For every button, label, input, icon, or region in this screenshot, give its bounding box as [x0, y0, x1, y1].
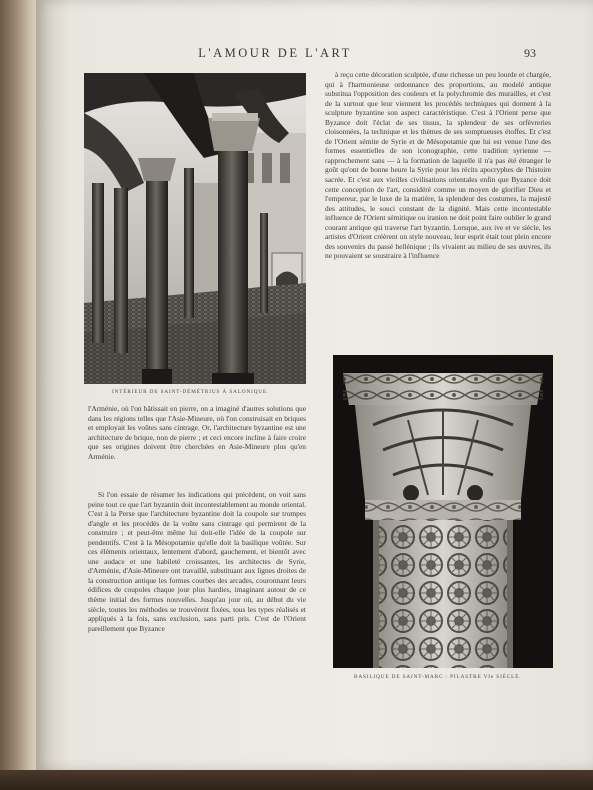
running-header: L'AMOUR DE L'ART	[198, 46, 352, 60]
photo-saint-demetrius-interior	[84, 73, 306, 384]
left-column-text-2	[88, 490, 306, 633]
paragraph: l'Arménie, où l'on bâtissait en pierre, on a imaginé d'autres solutions que dans les régions telles que l'Asie-Mineure, où l'on construisait en briques et employait les voûtes sans cintrage. Or, l'architecture byzantine est une architecture de brique, non de pierre ; et ceci encore incline à faire croire que ses origines doivent être cherchées en Asie-Mineure plus qu'en Arménie.	[88, 404, 306, 461]
page-number: 93	[524, 46, 536, 60]
photo-saint-marc-pilaster	[333, 355, 553, 668]
plate-2-caption: BASILIQUE DE SAINT-MARC : PILASTRE VIe SIÈCLE.	[354, 674, 522, 680]
right-column-text	[325, 70, 551, 261]
paragraph: à reçu cette décoration sculptée, d'une richesse un peu lourde et chargée, qui à l'harmonieuse ordonnance des proportions, au modelé antique substitua l'opposition des couleurs et la polychromie des murailles, et c'est de la surtout que leur viennent les procédés techniques qui donnent à la sculpture byzantine son aspect caractéristique. C'est à l'Orient perse que Byzance doit l'éclat de ses tissus, la splendeur de ses orfèvreries cloisonnées, la technique et les thèmes de ses somptueuses étoffes. Et c'est de l'Orient sémite de Syrie et de Mésopotamie que lui est venue l'une des formes essentielles de son iconographie, cette tradition syrienne — rapprochement sans — à la formation de laquelle il n'a pas été étranger le goût qu'ont de bonne heure la Syrie pour les récits apocryphes de l'histoire sacrée. Et c'est aux vieilles civilisations orientales enfin que Byzance doit cette conception de l'art, considéré comme un moyen de glorifier Dieu et l'empereur, par le luxe de la matière, la splendeur des costumes, la majesté des attitudes, le souci constant de la dignité. Mais cette incontestable influence de l'Orient sémitique ou iranien ne doit point faire oublier le grand courant antique qui traverse l'art byzantin. Lorsque, aux ive et ve siècle, les artistes d'Orient créèrent un style nouveau, leur esprit était tout plein encore des souvenirs du passé hellénique ; ils vivaient au milieu de ses œuvres, ils ne pouvaient se soustraire à l'influence	[325, 70, 551, 261]
left-column-text-1	[88, 404, 306, 461]
paragraph: Si l'on essaie de résumer les indications qui précèdent, on voit sans peine tout ce que l'art byzantin doit incontestablement au monde oriental. C'est à la Perse que l'architecture byzantine doit la coupole sur trompes d'angle et les procédés de la voûte sans cintrage qui permirent de la construire ; et peut-être même lui doit-elle l'idée de la coupole sur pendentifs. C'est à la Mésopotamie qu'elle doit la basilique voûtée. Sur ces éléments orientaux, lentement d'abord, gauchement, et bientôt avec une audace et une habileté croissantes, les architectes de Syrie, d'Arménie, d'Asie-Mineure ont travaillé, substituant aux lignes droites de la construction antique les formes courbes des arcades, couronnant leurs édifices de coupoles chaque jour plus hardies, imaginant autour de ce thème initial des formes nouvelles. Jusqu'au jour où, au début du vie siècle, toutes les méthodes se trouvèrent fixées, tous les types réalisés et appliqués à la fois, sans exclusion, sans parti pris. C'est de l'Orient pareillement que Byzance	[88, 490, 306, 633]
plate-1-caption: INTÉRIEUR DE SAINT-DÉMÉTRIUS À SALONIQUE.	[112, 389, 270, 395]
table-edge	[0, 770, 593, 790]
book-spine	[0, 0, 36, 790]
